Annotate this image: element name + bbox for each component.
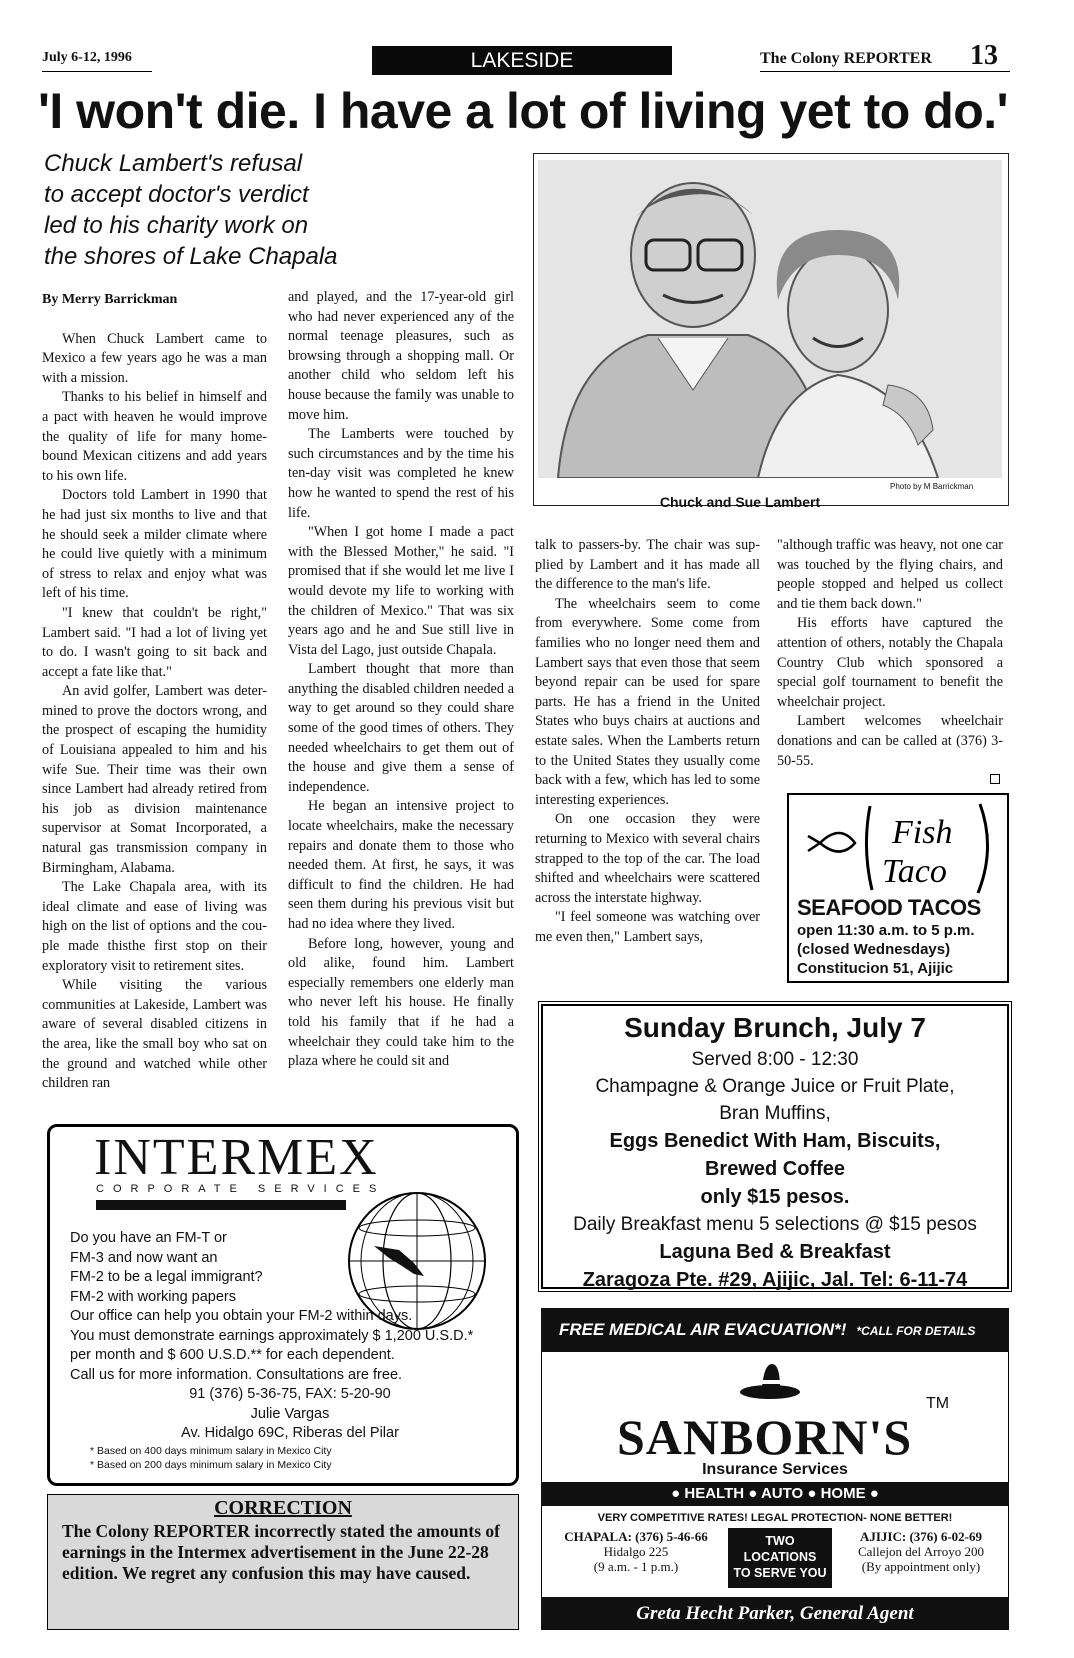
correction-body: The Colony REPORTER incorrectly stated the amounts of earnings in the Intermex advertisement in the June 22-28 edition. We regret any confusion this may have caused. [62,1521,501,1583]
ad-line: Our office can help you obtain your FM-2 within days. [70,1308,413,1324]
date-rule [42,71,152,72]
ad-line: Call us for more information. Consultations are free. [70,1366,403,1383]
location-hours: (9 a.m. - 1 p.m.) [593,1559,679,1574]
photo-credit: Photo by M Barrickman [890,482,974,491]
issue-date: July 6-12, 1996 [42,50,132,65]
location-hours: (By appointment only) [861,1559,981,1574]
ad-hours: open 11:30 a.m. to 5 p.m. [797,922,975,939]
photo-caption: Chuck and Sue Lambert [659,494,821,510]
paragraph: On one occasion they were returning to Mexico with several chairs strapped to the top of the car. The load shifted and wheelchairs were scattered across the interstate highway. [535,811,760,906]
location-phone: AJIJIC: (376) 6-02-69 [859,1529,983,1544]
logo-line-1: Fish [892,814,953,851]
location-phone: CHAPALA: (376) 5-46-66 [564,1529,708,1544]
ajijic-location [836,1529,1006,1574]
subhead [44,148,514,272]
ad-line: FM-2 to be a legal immigrant? [70,1269,263,1285]
rates-line: VERY COMPETITIVE RATES! LEGAL PROTECTION- NONE BETTER! [597,1512,953,1524]
paragraph: "I feel someone was watching over me even then," Lambert says, [535,909,760,945]
subhead-line: to accept doctor's verdict [44,181,309,208]
ad-line: Laguna Bed & Breakfast [659,1241,891,1263]
fish-icon [800,798,1000,898]
ad-line: Daily Breakfast menu 5 selections @ $15 pesos [573,1214,977,1235]
sombrero-icon [740,1358,800,1408]
photo [538,160,1002,478]
paragraph: Lambert thought that more than anything the disabled children needed a way to get around so they could share some of the good times of others. They needed wheelchairs to get them out of the house and give them a sense of independence. [288,661,514,795]
intermex-bar [96,1200,346,1210]
location-address: Callejon del Arroyo 200 [857,1544,984,1559]
paragraph: He began an intensive project to locate wheelchairs, make the necessary repairs and donate them to those who needed them. At first, he says, it was difficult to find the children. He had seen them during his previous visit but had no idea where they lived. [288,798,514,932]
subhead-line: led to his charity work on [44,212,309,239]
ad-line: You must demonstrate earnings approximately $ 1,200 U.S.D.* [70,1327,474,1344]
article-column-2 [288,288,514,1072]
sanborns-banner [541,1308,1009,1352]
fish-taco-logo [800,798,1000,898]
two-locations [728,1528,832,1588]
headline: 'I won't die. I have a lot of living yet to do.' [38,83,1009,139]
paragraph: The Lake Chapala area, with its ideal climate and ease of living was high on the list of options and the cou-ple made thisthe first stop on their exploratory visit to retirement sites. [42,879,267,974]
paragraph: An avid golfer, Lambert was deter-mined to prove the doctors wrong, and the prospect of escaping the humidity of Louisiana appealed to him and his wife Sue. Their time was their own since Lambert had already retired from his job as division maintenance supervisor at Somat Incorporated, a natural gas transmission company in Birmingham, Alabama. [42,683,267,876]
article-column-1 [42,290,267,1094]
paragraph: Lambert welcomes wheelchair donations and can be called at (376) 3-50-55. [777,713,1003,769]
banner-note: *CALL FOR DETAILS [856,1324,976,1338]
intermex-subtitle: CORPORATE SERVICES [96,1183,386,1195]
service-health: HEALTH [684,1485,745,1502]
service-home: HOME [820,1485,866,1502]
paragraph: Before long, however, young and old alike, found him. Lambert especially remembers one elderly man who never left his house. He finally told his family that if he had a wheelchair they could take him to the plaza where he could sit and [288,935,514,1070]
paragraph: "although traffic was heavy, not one car was touched by the flying chairs, and people stopped and helped us collect and tie them back down." [777,537,1003,612]
services-bar: ● HEALTH ● AUTO ● HOME ● [541,1482,1009,1506]
ad-line: only $15 pesos. [700,1186,850,1208]
ad-phone: 91 (376) 5-36-75, FAX: 5-20-90 [189,1386,391,1402]
paragraph: When Chuck Lambert came to Mexico a few years ago he was a man with a mission. [42,330,267,386]
intermex-logo: INTERMEX [94,1129,379,1186]
location-address: Hidalgo 225 [603,1544,669,1559]
paragraph: "I knew that couldn't be right," Lambert said. "I had a lot of living yet to do. I wasn't going to sit back and accept a fate like that." [42,604,267,680]
service-auto: AUTO [760,1485,804,1502]
subhead-line: Chuck Lambert's refusal [44,150,303,177]
byline: By Merry Barrickman [42,292,178,307]
ad-footnote: * Based on 400 days minimum salary in Mexico City [90,1444,332,1457]
ad-line: Served 8:00 - 12:30 [691,1049,859,1070]
page-number: 13 [970,40,998,71]
ad-title: Sunday Brunch, July 7 [624,1012,926,1043]
logo-line-2: Taco [882,853,947,890]
banner-text: FREE MEDICAL AIR EVACUATION*! [559,1320,847,1339]
subhead-line: the shores of Lake Chapala [44,243,338,270]
paper-rule [760,71,1010,72]
paragraph: The Lamberts were touched by such circumstances and by the time his ten-day visit was completed he knew how he wanted to spend the rest of his life. [288,426,514,521]
ad-line: Do you have an FM-T or [70,1230,227,1246]
ad-line: FM-3 and now want an [70,1249,218,1266]
ad-name: Julie Vargas [250,1405,330,1422]
two-line: TO SERVE YOU [733,1566,827,1580]
intermex-body [70,1229,510,1472]
correction-title: CORRECTION [214,1497,352,1519]
photo-image [538,160,1002,478]
ad-title: SEAFOOD TACOS [797,895,981,920]
ad-line: Eggs Benedict With Ham, Biscuits, [609,1130,941,1152]
ad-line: Champagne & Orange Juice or Fruit Plate, [595,1076,955,1097]
paragraph: Doctors told Lambert in 1990 that he had just six months to live and that he should seek a milder climate where he could live quietly with a minimum of stress to relax and enjoy what was left of his time. [42,487,267,602]
ad-line: FM-2 with working papers [70,1288,236,1305]
paragraph: The wheelchairs seem to come from everywhere. Some come from families who no longer need them and Lambert says that even those that seem beyond repair can be used for spare parts. He has a friend in the United States who buys chairs at auctions and estate sales. When the Lamberts return to the United States they usually come back with a few, which has led to some interesting experiences. [535,595,760,808]
chapala-location [548,1529,724,1574]
ad-line: Zaragoza Pte. #29, Ajijic, Jal. Tel: 6-11-74 [582,1269,968,1291]
two-line: LOCATIONS [743,1550,817,1564]
insurance-services: Insurance Services [702,1461,848,1478]
agent-name: Greta Hecht Parker, General Agent [541,1597,1009,1630]
fish-taco-text [797,895,1007,978]
paragraph: and played, and the 17-year-old girl who had never experienced any of the normal teenage pleasures, such as browsing through a shopping mall. Or another child who seldom left his house because the family was unable to move him. [288,289,514,423]
paragraph: "When I got home I made a pact with the Blessed Mother," he said. "I promised that if she would let me live I would devote my life to working with the children of Mexico." That was six years ago and he and Sue still live in Vista del Lago, just outside Chapala. [288,524,514,658]
two-line: TWO [765,1534,795,1548]
ad-line: Brewed Coffee [704,1158,846,1180]
paper-name: The Colony REPORTER [760,50,932,67]
paragraph: While visiting the various communities at Lakeside, Lambert was aware of several disabled citizens in the area, like the small boy who sat on the ground and watched while other children ran [42,977,267,1092]
article-column-4 [777,536,1003,771]
article-column-3 [535,536,760,947]
ad-closed: (closed Wednesdays) [797,941,951,958]
section-banner: LAKESIDE [372,46,672,75]
ad-line: Bran Muffins, [719,1103,831,1124]
paragraph: talk to passers-by. The chair was sup-plied by Lambert and it has made all the difference to the man's life. [535,537,760,593]
trademark: TM [926,1395,950,1412]
ad-address: Constitucion 51, Ajijic [797,960,954,977]
ad-address: Av. Hidalgo 69C, Riberas del Pilar [181,1425,399,1441]
brunch-ad [545,1010,1005,1294]
end-mark-icon [990,774,1000,784]
ad-line: per month and $ 600 U.S.D.** for each dependent. [70,1347,395,1363]
sanborns-logo: SANBORN'S [617,1409,913,1465]
paragraph: Thanks to his belief in himself and a pact with heaven he would improve the quality of life for many home-bound Mexican citizens and add years to his own life. [42,389,267,484]
ad-footnote: * Based on 200 days minimum salary in Mexico City [90,1458,332,1471]
paragraph: His efforts have captured the attention of others, notably the Chapala Country Club which sponsored a special golf tournament to benefit the wheelchair project. [777,615,1003,710]
